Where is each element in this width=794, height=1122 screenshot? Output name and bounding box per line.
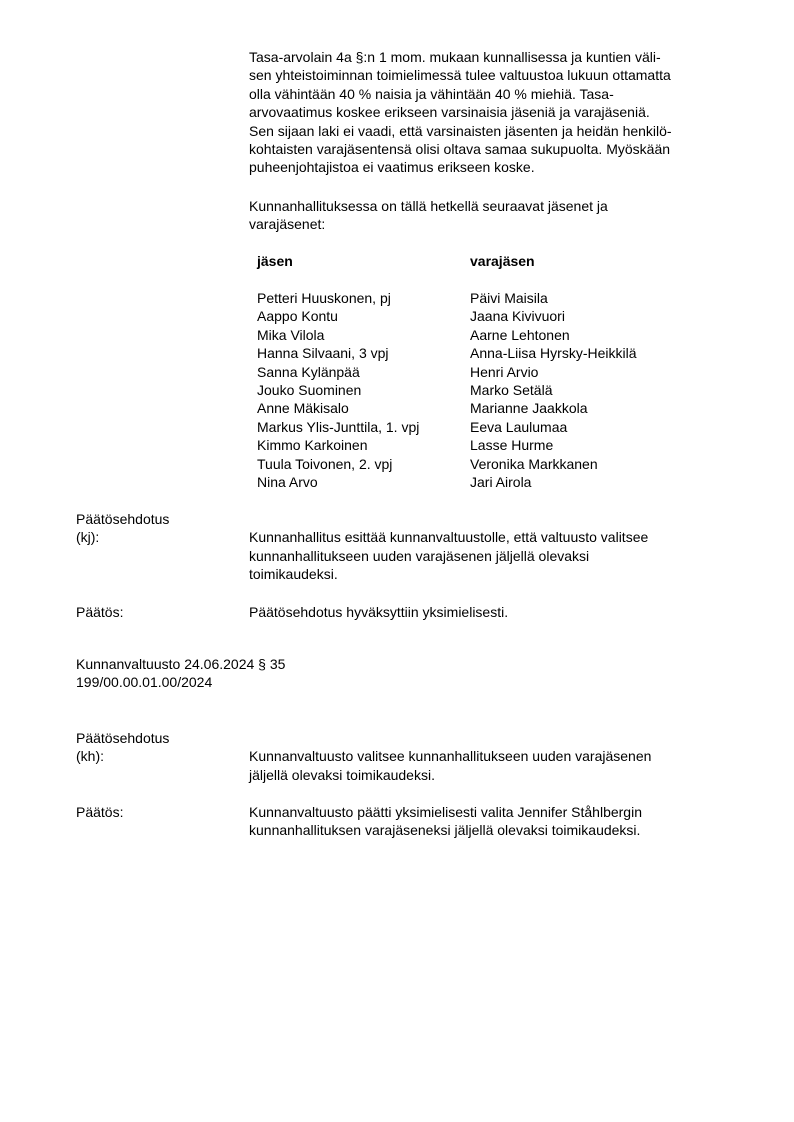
council-meeting-line: Kunnanvaltuusto 24.06.2024 § 35	[76, 656, 286, 672]
record-number: 199/00.00.01.00/2024	[76, 674, 213, 691]
intro-paragraph	[249, 48, 719, 177]
table-row	[257, 307, 717, 325]
label-line: Päätösehdotus	[76, 730, 170, 746]
deputy-name: Henri Arvio	[470, 363, 539, 380]
text-line: puheenjohtajistoa ei vaatimus erikseen koske.	[249, 159, 535, 176]
table-row	[257, 436, 717, 454]
member-name: Mika Vilola	[257, 326, 325, 343]
member-name: Aappo Kontu	[257, 308, 338, 325]
text-line: Kunnanvaltuusto valitsee kunnanhallitukseen uuden varajäsenen	[249, 748, 652, 765]
text-line: toimikaudeksi.	[249, 566, 338, 583]
deputy-name: Jari Airola	[470, 474, 532, 490]
table-row	[257, 289, 717, 307]
table-row	[257, 326, 717, 344]
table-row	[257, 363, 717, 381]
member-name: Petteri Huuskonen, pj	[257, 290, 391, 306]
council-heading	[76, 655, 285, 692]
table-row	[257, 473, 717, 491]
member-name: Anne Mäkisalo	[257, 400, 349, 417]
decision-1-label: Päätös:	[76, 604, 124, 620]
text-line: Kunnanhallituksessa on tällä hetkellä seuraavat jäsenet ja	[249, 198, 608, 214]
label-line: (kh):	[76, 748, 104, 765]
proposal-kh-label	[76, 729, 169, 766]
text-line: arvovaatimus koskee erikseen varsinaisia jäseniä ja varajäseniä.	[249, 104, 650, 121]
decision-1-text: Päätösehdotus hyväksyttiin yksimielisesti.	[249, 604, 509, 620]
deputy-name: Aarne Lehtonen	[470, 326, 570, 343]
text-line: Kunnanvaltuusto päätti yksimielisesti valita Jennifer Ståhlbergin	[249, 804, 642, 820]
member-name: Tuula Toivonen, 2. vpj	[257, 455, 393, 472]
text-line: jäljellä olevaksi toimikaudeksi.	[249, 766, 435, 783]
text-line: olla vähintään 40 % naisia ja vähintään 40 % miehiä. Tasa-	[249, 85, 614, 102]
deputy-name: Päivi Maisila	[470, 290, 548, 306]
proposal-kj-text	[249, 528, 719, 583]
proposal-kh-text	[249, 747, 719, 784]
members-intro	[249, 197, 719, 234]
deputy-name: Marko Setälä	[470, 382, 553, 398]
member-name: Markus Ylis-Junttila, 1. vpj	[257, 418, 420, 435]
label-line: Päätösehdotus	[76, 511, 170, 527]
deputy-name: Anna-Liisa Hyrsky-Heikkilä	[470, 345, 637, 362]
header-deputy: varajäsen	[470, 253, 535, 269]
table-row	[257, 381, 717, 399]
deputy-name: Veronika Markkanen	[470, 455, 598, 472]
text-line: varajäsenet:	[249, 216, 326, 233]
member-name: Hanna Silvaani, 3 vpj	[257, 345, 389, 362]
text-line: kohtaisten varajäsentensä olisi oltava samaa sukupuolta. Myöskään	[249, 140, 671, 157]
label-line: (kj):	[76, 529, 100, 546]
text-line: kunnanhallituksen varajäseneksi jäljellä olevaksi toimikaudeksi.	[249, 822, 641, 839]
deputy-name: Eeva Laulumaa	[470, 418, 568, 435]
deputy-name: Jaana Kivivuori	[470, 308, 565, 325]
member-name: Kimmo Karkoinen	[257, 437, 368, 454]
proposal-kj-label	[76, 510, 169, 547]
member-name: Sanna Kylänpää	[257, 363, 360, 380]
text-line: Tasa-arvolain 4a §:n 1 mom. mukaan kunnallisessa ja kuntien väli-	[249, 49, 661, 65]
table-row	[257, 344, 717, 362]
header-member: jäsen	[257, 253, 293, 269]
member-name: Jouko Suominen	[257, 382, 362, 398]
decision-2-text	[249, 803, 719, 840]
table-row	[257, 455, 717, 473]
text-line: kunnanhallitukseen uuden varajäsenen jäljellä olevaksi	[249, 547, 590, 564]
text-line: sen yhteistoiminnan toimielimessä tulee valtuustoa lukuun ottamatta	[249, 67, 671, 84]
member-name: Nina Arvo	[257, 474, 318, 490]
text-line: Sen sijaan laki ei vaadi, että varsinaisten jäsenten ja heidän henkilö-	[249, 122, 672, 139]
table-row	[257, 399, 717, 417]
deputy-name: Lasse Hurme	[470, 437, 554, 454]
decision-2-label: Päätös:	[76, 804, 124, 820]
text-line: Kunnanhallitus esittää kunnanvaltuustolle, että valtuusto valitsee	[249, 529, 649, 546]
table-header	[257, 252, 717, 270]
table-row	[257, 418, 717, 436]
deputy-name: Marianne Jaakkola	[470, 400, 588, 417]
